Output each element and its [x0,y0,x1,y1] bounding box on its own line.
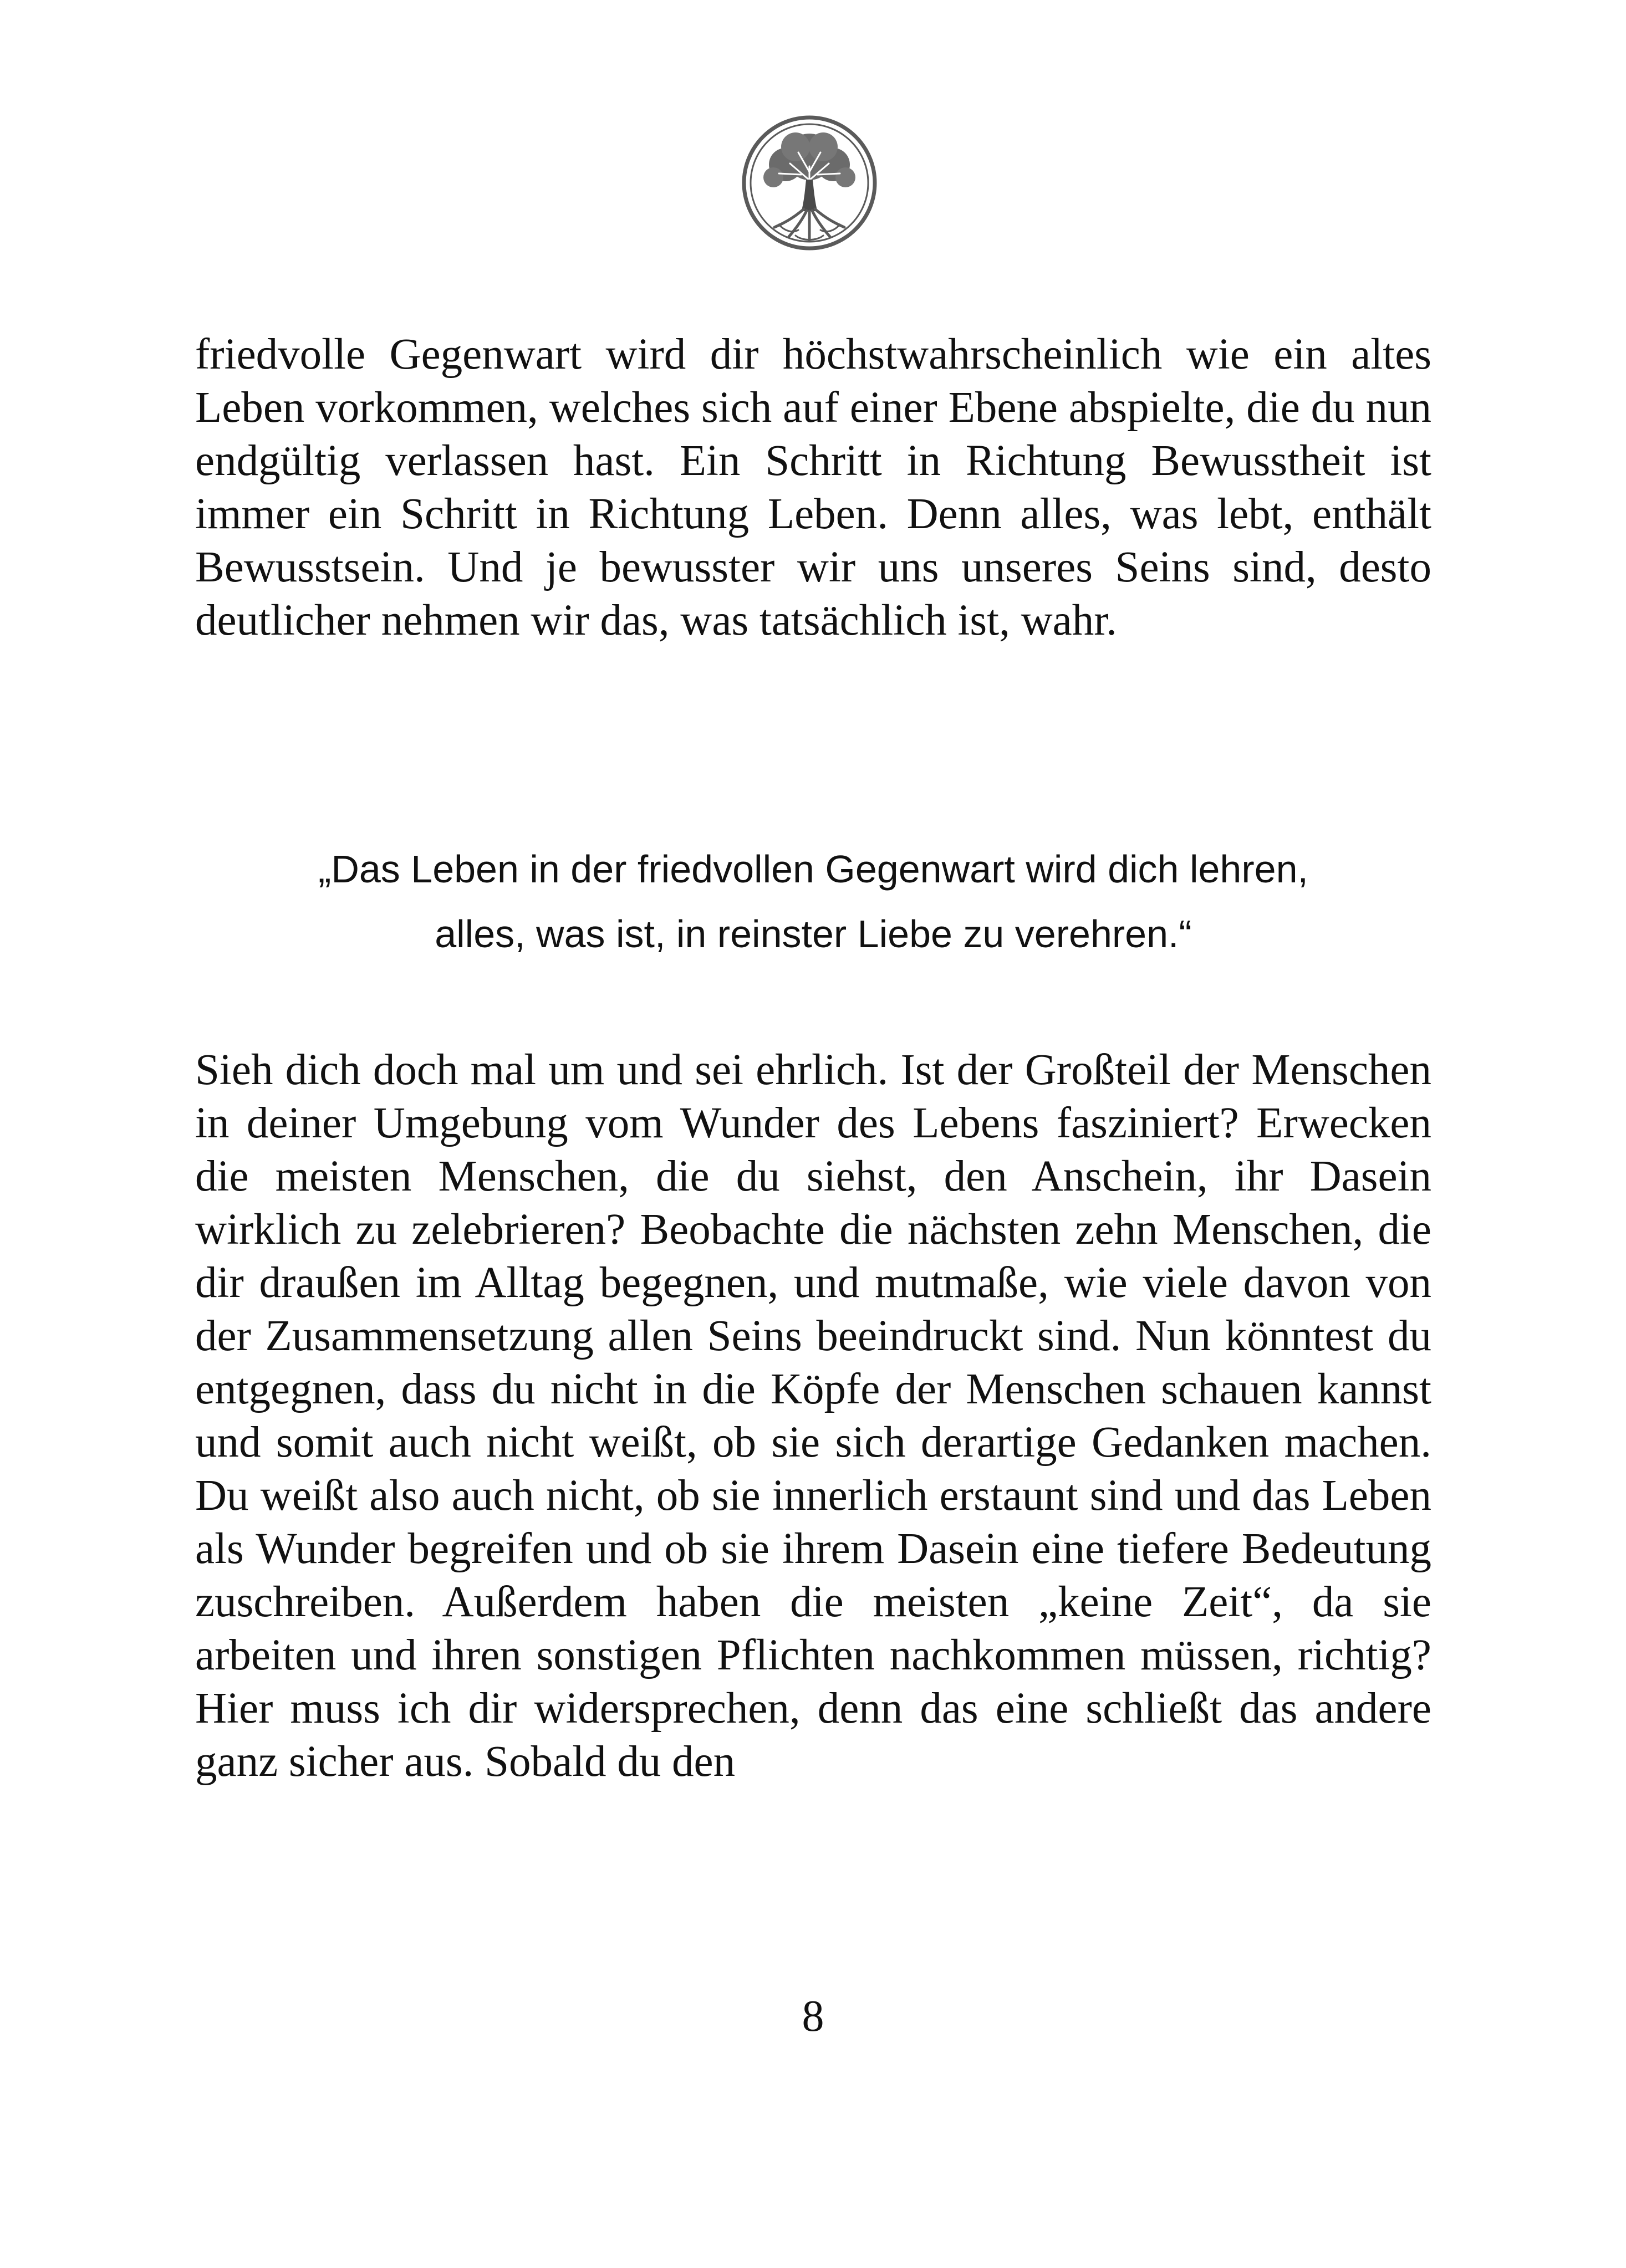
paragraph-1: friedvolle Gegenwart wird dir höchstwahrscheinlich wie ein altes Leben vorkommen, welches sich auf einer Ebene abspielte, die du nun endgültig verlassen hast. Ein Schritt in Richtung Bewusstheit ist immer ein Schritt in Richtung Leben. Denn alles, was lebt, enthält Bewusstsein. Und je bewusster wir uns unseres Seins sind, desto deutlicher nehmen wir das, was tatsächlich ist, wahr. [195,330,1431,645]
page-number: 8 [802,1992,824,2041]
pull-quote-line-2: alles, was ist, in reinster Liebe zu verehren.“ [435,912,1192,956]
pull-quote-line-1: „Das Leben in der friedvollen Gegenwart wird dich lehren, [318,847,1308,891]
pull-quote [140,837,1487,967]
paragraph-2: Sieh dich doch mal um und sei ehrlich. Ist der Großteil der Menschen in deiner Umgebung vom Wunder des Lebens fasziniert? Erwecken die meisten Menschen, die du siehst, den Anschein, ihr Dasein wirklich zu zelebrieren? Beobachte die nächsten zehn Menschen, die dir draußen im Alltag begegnen, und mutmaße, wie viele davon von der Zusammensetzung allen Seins beeindruckt sind. Nun könntest du entgegnen, dass du nicht in die Köpfe der Menschen schauen kannst und somit auch nicht weißt, ob sie sich derartige Gedanken machen. Du weißt also auch nicht, ob sie innerlich erstaunt sind und das Leben als Wunder begreifen und ob sie ihrem Dasein eine tiefere Bedeutung zuschreiben. Außerdem haben die meisten „keine Zeit“, da sie arbeiten und ihren sonstigen Pflichten nachkommen müssen, richtig? Hier muss ich dir widersprechen, denn das eine schließt das andere ganz sicher aus. Sobald du den [195,1046,1431,1786]
tree-of-life-icon [740,114,879,252]
